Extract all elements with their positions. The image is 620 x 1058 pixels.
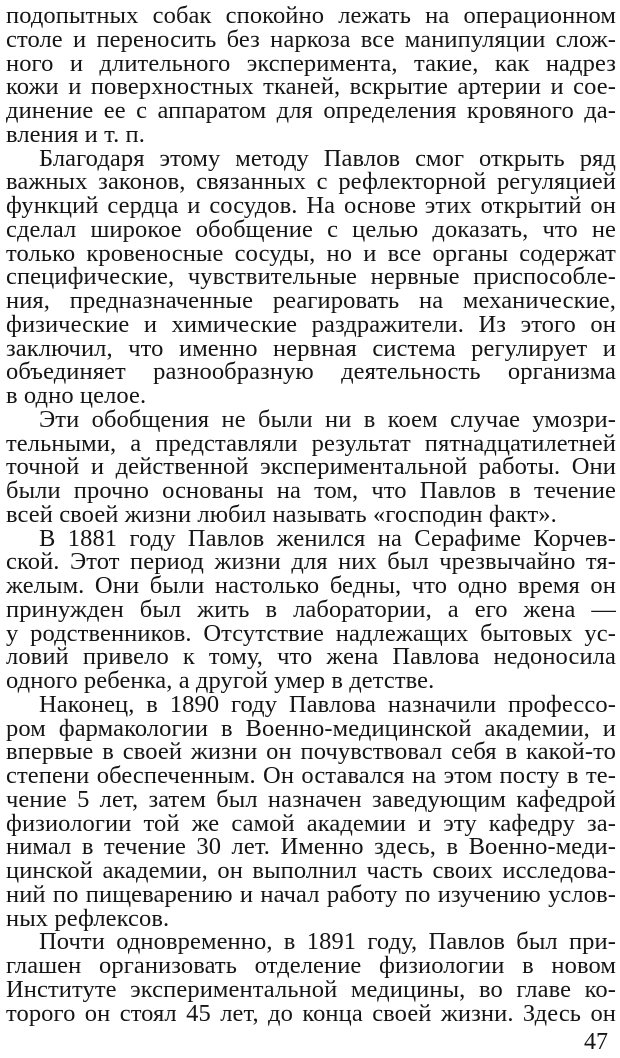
text-line: ния, предназначенные реагировать на механические, [6, 287, 616, 314]
text-line: Почти одновременно, в 1891 году, Павлов был при- [39, 928, 616, 956]
text-line: торого он стоял 45 лет, до конца своей жизни. Здесь он [6, 999, 616, 1027]
page-number: 47 [584, 1029, 608, 1055]
text-line: динение ее с аппаратом для определения кровяного да- [6, 97, 616, 124]
text-line: степени обеспеченным. Он оставался на этом посту в те- [6, 762, 616, 789]
text-line: ром фармакологии в Военно-медицинской академии, и [6, 714, 616, 742]
text-line: ного и длительного эксперимента, такие, как надрез [6, 49, 616, 77]
text-line: цинской академии, он выполнил часть своих исследова- [6, 857, 616, 884]
text-line: были прочно основаны на том, что Павлов в течение [6, 477, 616, 504]
text-line: сделал широкое обобщение с целью доказать, что не [6, 215, 616, 243]
text-line: в одно целое. [6, 382, 147, 409]
text-line: вления и т. п. [6, 120, 145, 148]
text-line: точной и действенной экспериментальной работы. Они [6, 453, 616, 481]
text-line: принужден был жить в лаборатории, а его жена — [6, 595, 616, 623]
text-line: чение 5 лет, затем был назначен заведующим кафедрой [6, 785, 616, 813]
text-line: глашен организовать отделение физиологии в новом [6, 952, 616, 979]
text-line: физиологии той же самой академии и эту кафедру за- [6, 809, 616, 837]
text-line: функций сердца и сосудов. На основе этих открытий он [6, 192, 616, 219]
text-line: специфические, чувствительные нервные приспособле- [6, 263, 616, 291]
text-line: Наконец, в 1890 году Павлова назначили профессо- [39, 690, 616, 718]
text-line: ской. Этот период жизни для них был чрезвычайно тя- [6, 548, 616, 576]
text-line: важных законов, связанных с рефлекторной регуляцией [6, 168, 616, 196]
text-line: Институте экспериментальной медицины, во главе ко- [6, 975, 616, 1003]
text-line: подопытных собак спокойно лежать на операционном [6, 2, 616, 29]
text-line: столе и переносить без наркоза все манипуляции слож- [6, 25, 616, 53]
text-line: В 1881 году Павлов женился на Серафиме Корчев- [39, 524, 616, 552]
text-line: заключил, что именно нервная система регулирует и [6, 334, 616, 362]
text-line: желым. Они были настолько бедны, что одно время он [6, 572, 616, 599]
text-line: всей своей жизни любил называть «господин факт». [6, 500, 557, 528]
book-page [6, 0, 616, 1058]
text-line: одного ребенка, а другой умер в детстве. [6, 667, 435, 694]
text-line: впервые в своей жизни он почувствовал себя в какой-то [6, 738, 616, 766]
text-line: ний по пищеварению и начал работу по изучению услов- [6, 880, 616, 908]
text-line: у родственников. Отсутствие надлежащих бытовых ус- [6, 619, 616, 647]
text-line: нимал в течение 30 лет. Именно здесь, в Военно-меди- [6, 833, 616, 861]
text-line: ных рефлексов. [6, 904, 170, 932]
text-line: тельными, а представляли результат пятнадцатилетней [6, 429, 616, 457]
text-line: Благодаря этому методу Павлов смог открыть ряд [39, 144, 616, 172]
text-line: физические и химические раздражители. Из этого он [6, 310, 616, 338]
text-line: ловий привело к тому, что жена Павлова недоносила [6, 643, 616, 671]
text-line: кожи и поверхностных тканей, вскрытие артерии и сое- [6, 73, 616, 101]
text-line: только кровеносные сосуды, но и все органы содержат [6, 239, 616, 267]
text-line: объединяет разнообразную деятельность организма [6, 358, 616, 386]
text-line: Эти обобщения не были ни в коем случае умозри- [39, 405, 616, 433]
